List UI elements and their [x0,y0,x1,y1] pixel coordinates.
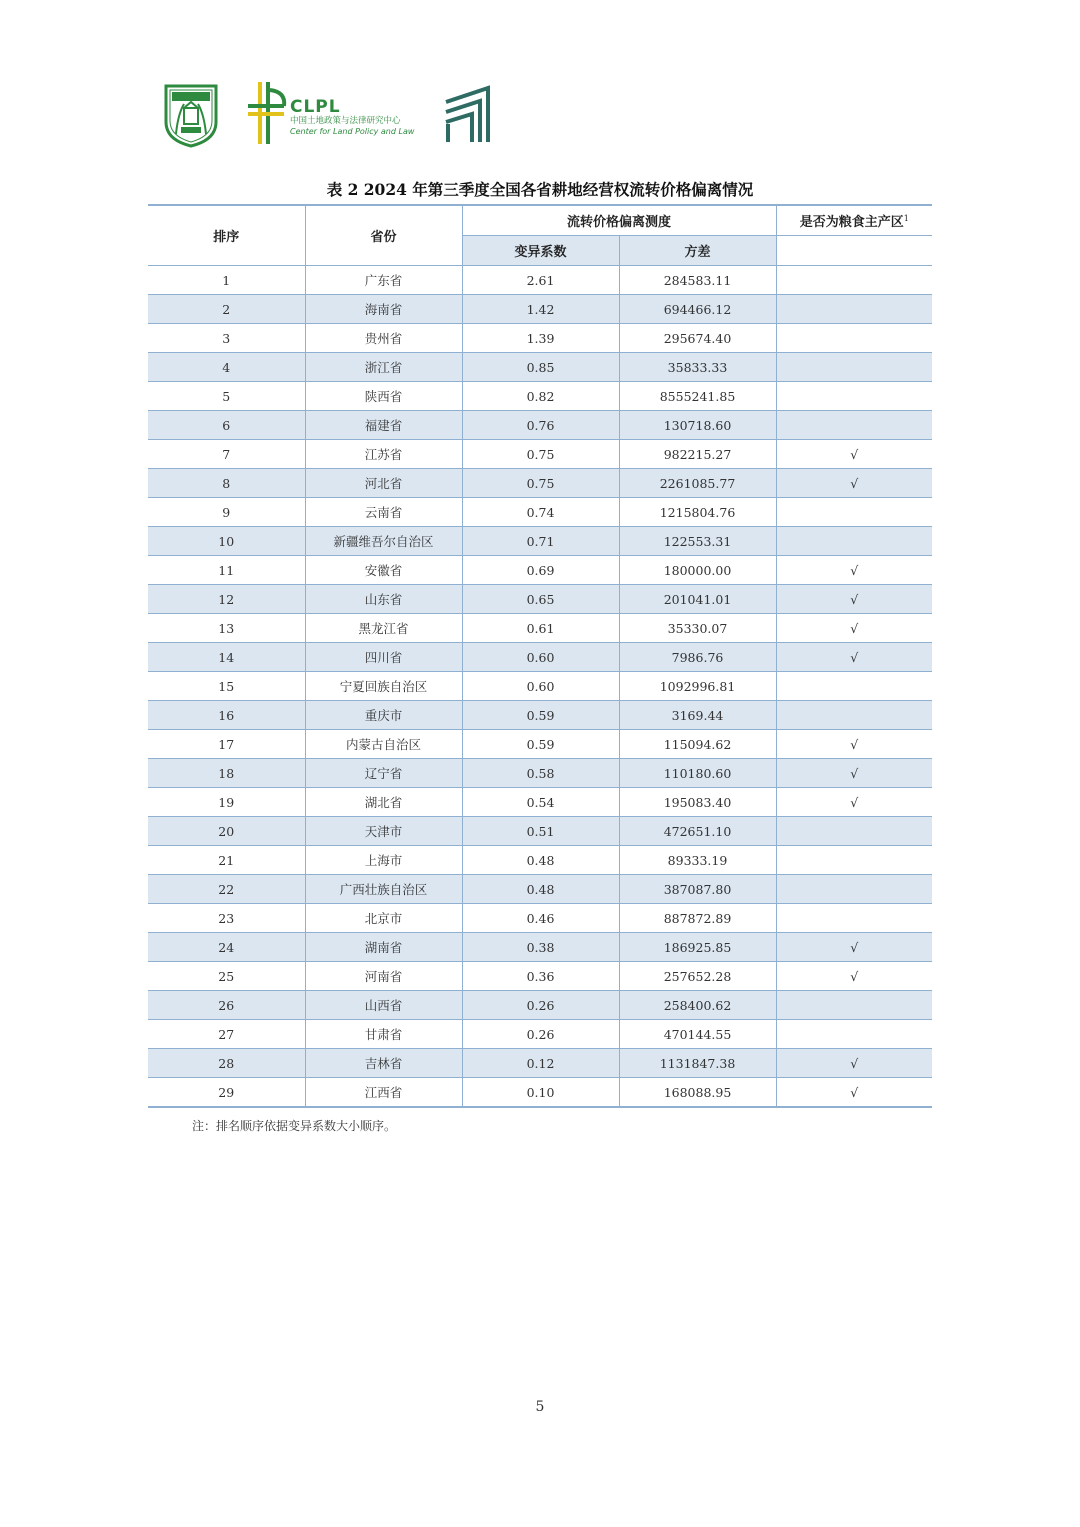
cell-rank: 1 [148,266,305,295]
cell-cv: 2.61 [462,266,619,295]
cell-cv: 0.58 [462,759,619,788]
cell-cv: 0.65 [462,585,619,614]
header-cv: 变异系数 [462,236,619,266]
cell-cv: 0.48 [462,875,619,904]
cell-grain [776,875,932,904]
cell-rank: 26 [148,991,305,1020]
cell-rank: 22 [148,875,305,904]
table-row [148,440,932,469]
cell-variance: 35833.33 [619,353,776,382]
cell-rank: 17 [148,730,305,759]
cell-variance: 8555241.85 [619,382,776,411]
cell-grain [776,904,932,933]
cell-cv: 0.60 [462,643,619,672]
table-row [148,904,932,933]
cell-province: 湖南省 [305,933,462,962]
cell-rank: 29 [148,1078,305,1108]
table-row [148,991,932,1020]
cell-variance: 470144.55 [619,1020,776,1049]
cell-province: 福建省 [305,411,462,440]
cell-cv: 0.26 [462,991,619,1020]
cell-province: 黑龙江省 [305,614,462,643]
table-row [148,266,932,295]
cell-rank: 23 [148,904,305,933]
cell-rank: 6 [148,411,305,440]
cell-province: 河北省 [305,469,462,498]
cell-province: 山西省 [305,991,462,1020]
table-row [148,817,932,846]
cell-province: 江苏省 [305,440,462,469]
header-grain-area [776,205,932,236]
cell-cv: 0.36 [462,962,619,991]
cell-variance: 1215804.76 [619,498,776,527]
cell-variance: 89333.19 [619,846,776,875]
table-row [148,962,932,991]
cell-rank: 20 [148,817,305,846]
table-row [148,469,932,498]
cell-cv: 0.74 [462,498,619,527]
cell-rank: 18 [148,759,305,788]
cell-province: 吉林省 [305,1049,462,1078]
cell-province: 重庆市 [305,701,462,730]
cell-cv: 0.48 [462,846,619,875]
clpl-chinese-name: 中国土地政策与法律研究中心 [290,116,401,126]
cell-variance: 694466.12 [619,295,776,324]
cell-cv: 0.51 [462,817,619,846]
clpl-mark-icon [246,80,288,146]
cell-rank: 10 [148,527,305,556]
cell-province: 辽宁省 [305,759,462,788]
cell-rank: 19 [148,788,305,817]
table-row [148,672,932,701]
cell-province: 内蒙古自治区 [305,730,462,759]
cell-province: 云南省 [305,498,462,527]
deviation-table [148,204,932,1108]
cell-variance: 887872.89 [619,904,776,933]
cell-grain: √ [776,730,932,759]
cell-province: 天津市 [305,817,462,846]
table-row [148,643,932,672]
table-row [148,1020,932,1049]
cell-cv: 0.38 [462,933,619,962]
cell-cv: 1.39 [462,324,619,353]
cell-variance: 1131847.38 [619,1049,776,1078]
cell-variance: 115094.62 [619,730,776,759]
table-row [148,614,932,643]
cell-province: 河南省 [305,962,462,991]
cell-grain [776,701,932,730]
cell-province: 宁夏回族自治区 [305,672,462,701]
table-row [148,295,932,324]
cell-grain: √ [776,469,932,498]
cell-variance: 2261085.77 [619,469,776,498]
clpl-abbreviation: CLPL [290,97,341,117]
cell-grain: √ [776,962,932,991]
cell-cv: 0.71 [462,527,619,556]
cell-rank: 25 [148,962,305,991]
cell-variance: 258400.62 [619,991,776,1020]
cell-province: 四川省 [305,643,462,672]
header-province: 省份 [305,205,462,266]
cell-variance: 472651.10 [619,817,776,846]
cell-grain: √ [776,614,932,643]
cell-rank: 5 [148,382,305,411]
header-grain-blank [776,236,932,266]
cell-grain [776,266,932,295]
page-number: 5 [535,1399,545,1415]
cell-province: 新疆维吾尔自治区 [305,527,462,556]
table-row [148,382,932,411]
china-agricultural-university-logo [162,82,220,148]
cell-grain [776,411,932,440]
header-grain-area-note: 1 [903,214,909,223]
cell-grain [776,295,932,324]
cell-grain: √ [776,440,932,469]
cell-rank: 14 [148,643,305,672]
cell-variance: 295674.40 [619,324,776,353]
cell-rank: 28 [148,1049,305,1078]
cell-grain [776,382,932,411]
cell-variance: 122553.31 [619,527,776,556]
cell-province: 江西省 [305,1078,462,1108]
cell-grain: √ [776,759,932,788]
table-row [148,701,932,730]
cell-cv: 0.60 [462,672,619,701]
header-variance: 方差 [619,236,776,266]
cell-variance: 387087.80 [619,875,776,904]
cell-cv: 0.85 [462,353,619,382]
cell-grain: √ [776,643,932,672]
footnote: 注：排名顺序依据变异系数大小顺序。 [192,1119,397,1133]
table-row [148,730,932,759]
table-row [148,527,932,556]
cell-rank: 27 [148,1020,305,1049]
header-deviation-group: 流转价格偏离测度 [462,205,776,236]
cell-province: 山东省 [305,585,462,614]
cell-cv: 0.26 [462,1020,619,1049]
cell-cv: 0.12 [462,1049,619,1078]
cell-grain [776,353,932,382]
header-rank: 排序 [148,205,305,266]
cell-rank: 9 [148,498,305,527]
cell-cv: 0.59 [462,701,619,730]
table-row [148,788,932,817]
cell-rank: 24 [148,933,305,962]
cell-province: 广东省 [305,266,462,295]
header-grain-area-label: 是否为粮食主产区 [799,215,904,230]
cell-rank: 7 [148,440,305,469]
table-body [148,266,932,1108]
cell-rank: 13 [148,614,305,643]
clpl-logo [246,80,426,148]
table-row [148,846,932,875]
cell-cv: 0.82 [462,382,619,411]
cell-grain [776,846,932,875]
table-row [148,498,932,527]
table-row [148,1078,932,1108]
cell-grain [776,672,932,701]
table-row [148,353,932,382]
cell-rank: 8 [148,469,305,498]
cell-variance: 284583.11 [619,266,776,295]
cell-variance: 35330.07 [619,614,776,643]
cell-rank: 4 [148,353,305,382]
cell-rank: 21 [148,846,305,875]
cell-variance: 110180.60 [619,759,776,788]
cell-cv: 0.76 [462,411,619,440]
cell-rank: 16 [148,701,305,730]
cell-province: 贵州省 [305,324,462,353]
cell-cv: 0.69 [462,556,619,585]
cell-cv: 0.54 [462,788,619,817]
cell-rank: 12 [148,585,305,614]
cell-variance: 1092996.81 [619,672,776,701]
cell-variance: 3169.44 [619,701,776,730]
cell-cv: 1.42 [462,295,619,324]
table-row [148,411,932,440]
table-row [148,324,932,353]
cell-province: 浙江省 [305,353,462,382]
cell-variance: 168088.95 [619,1078,776,1108]
table-caption: 表 2 2024 年第三季度全国各省耕地经营权流转价格偏离情况 [326,180,754,199]
cell-variance: 201041.01 [619,585,776,614]
table-row [148,1049,932,1078]
table-row [148,875,932,904]
cell-grain: √ [776,585,932,614]
cell-grain [776,817,932,846]
cell-province: 北京市 [305,904,462,933]
cell-variance: 180000.00 [619,556,776,585]
cell-rank: 15 [148,672,305,701]
cell-grain [776,1020,932,1049]
cell-grain: √ [776,556,932,585]
table-row [148,933,932,962]
cell-cv: 0.75 [462,469,619,498]
cell-grain [776,324,932,353]
table-row [148,556,932,585]
cell-cv: 0.75 [462,440,619,469]
cell-variance: 130718.60 [619,411,776,440]
cell-province: 湖北省 [305,788,462,817]
cell-rank: 3 [148,324,305,353]
cell-grain [776,991,932,1020]
cell-province: 甘肃省 [305,1020,462,1049]
cell-cv: 0.46 [462,904,619,933]
cell-grain: √ [776,1078,932,1108]
clpl-english-name: Center for Land Policy and Law [290,127,415,136]
cell-variance: 186925.85 [619,933,776,962]
cell-grain [776,527,932,556]
partner-logo-icon [444,84,490,144]
cell-variance: 982215.27 [619,440,776,469]
cell-province: 上海市 [305,846,462,875]
cell-variance: 195083.40 [619,788,776,817]
cell-province: 海南省 [305,295,462,324]
cell-grain: √ [776,1049,932,1078]
cell-grain [776,498,932,527]
cell-rank: 11 [148,556,305,585]
cell-cv: 0.59 [462,730,619,759]
cell-cv: 0.10 [462,1078,619,1108]
cell-rank: 2 [148,295,305,324]
cell-grain: √ [776,933,932,962]
cell-variance: 257652.28 [619,962,776,991]
cell-grain: √ [776,788,932,817]
cell-province: 广西壮族自治区 [305,875,462,904]
cell-province: 安徽省 [305,556,462,585]
cell-variance: 7986.76 [619,643,776,672]
table-row [148,585,932,614]
cell-cv: 0.61 [462,614,619,643]
cell-province: 陕西省 [305,382,462,411]
table-row [148,759,932,788]
